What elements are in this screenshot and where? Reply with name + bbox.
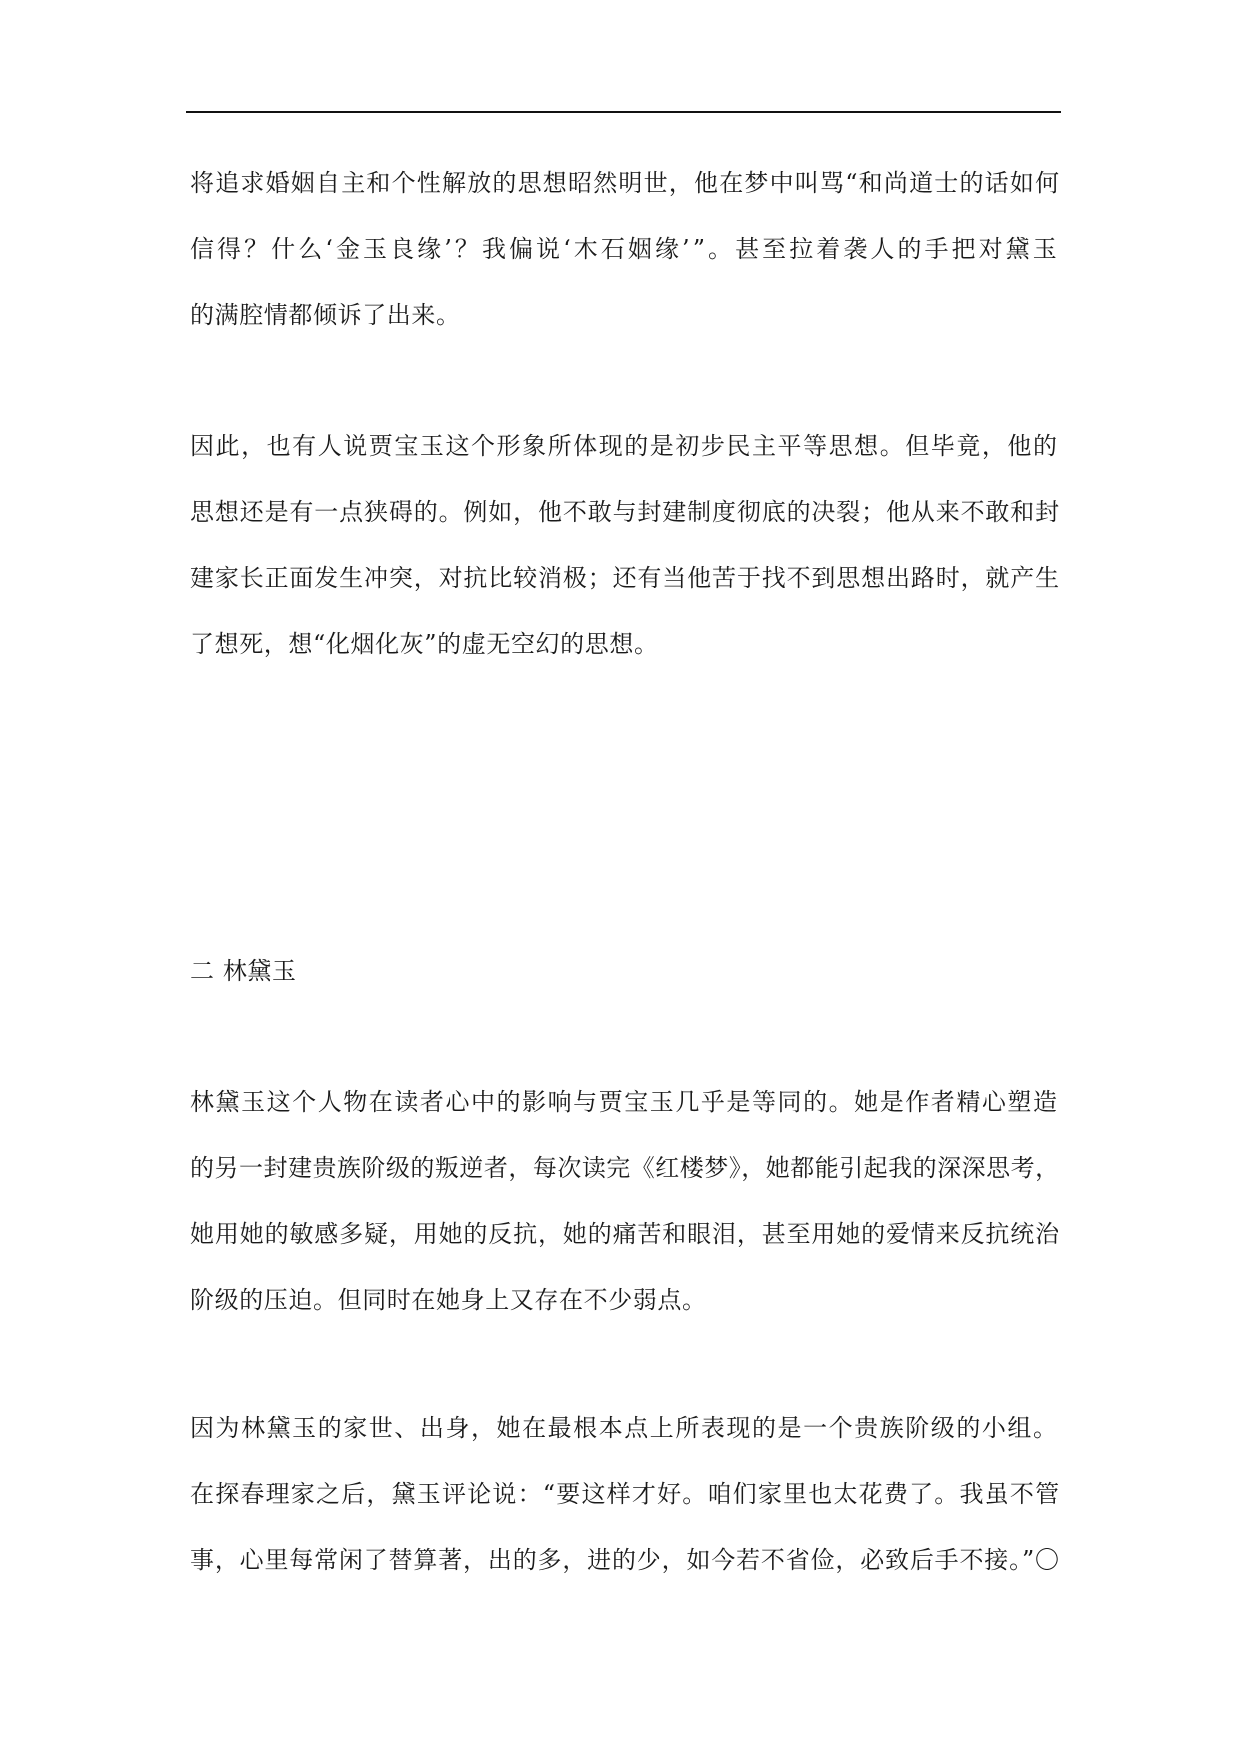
text-line: 的另一封建贵族阶级的叛逆者，每次读完《红楼梦》，她都能引起我的深深思考， xyxy=(190,1154,1060,1182)
text-line: 的满腔情都倾诉了出来。 xyxy=(190,301,461,329)
text-line: 阶级的压迫。但同时在她身上又存在不少弱点。 xyxy=(190,1286,707,1314)
header-rule xyxy=(186,111,1061,113)
text-line: 因为林黛玉的家世、出身，她在最根本点上所表现的是一个贵族阶级的小组。 xyxy=(190,1414,1059,1442)
text-line: 林黛玉这个人物在读者心中的影响与贾宝玉几乎是等同的。她是作者精心塑造 xyxy=(190,1088,1059,1116)
text-line: 了想死，想“化烟化灰”的虚无空幻的思想。 xyxy=(190,630,659,658)
text-line: 信得？什么‘金玉良缘’？我偏说‘木石姻缘’”。甚至拉着袭人的手把对黛玉 xyxy=(190,235,1060,263)
text-line: 思想还是有一点狭碍的。例如，他不敢与封建制度彻底的决裂；他从来不敢和封 xyxy=(190,498,1060,526)
text-line: 将追求婚姻自主和个性解放的思想昭然明世，他在梦中叫骂“和尚道士的话如何 xyxy=(190,169,1061,197)
text-line: 她用她的敏感多疑，用她的反抗，她的痛苦和眼泪，甚至用她的爱情来反抗统治 xyxy=(190,1220,1060,1248)
section-heading: 二 林黛玉 xyxy=(190,957,297,985)
text-line: 事，心里每常闲了替算著，出的多，进的少，如今若不省俭，必致后手不接。”〇 xyxy=(190,1546,1060,1574)
text-line: 因此，也有人说贾宝玉这个形象所体现的是初步民主平等思想。但毕竟，他的 xyxy=(190,432,1059,460)
text-line: 在探春理家之后，黛玉评论说：“要这样才好。咱们家里也太花费了。我虽不管 xyxy=(190,1480,1061,1508)
text-line: 建家长正面发生冲突，对抗比较消极；还有当他苦于找不到思想出路时，就产生 xyxy=(190,564,1060,592)
